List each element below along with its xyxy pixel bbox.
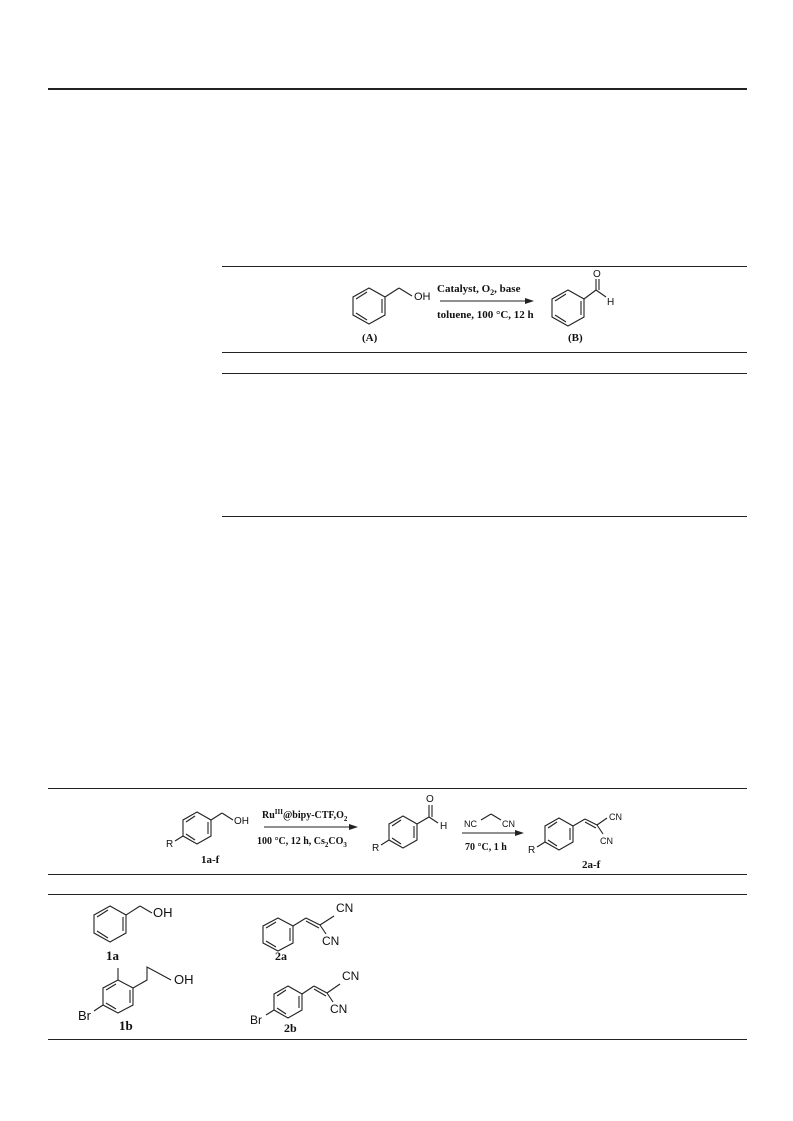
product-2a-cn-top: CN (336, 901, 354, 915)
substrate-1b-br: Br (78, 1008, 91, 1023)
substrate-1b-chain-svg (74, 964, 204, 1036)
substrate-1a-svg (80, 896, 200, 962)
product-2-cn-top: CN (609, 812, 622, 822)
reactant-a-label: (A) (362, 332, 378, 344)
product-2a (256, 896, 376, 962)
intermediate-oxygen: O (426, 794, 434, 805)
reactant-1-r: R (166, 839, 174, 850)
product-2b-cn-bottom: CN (330, 1002, 348, 1016)
product-2-r: R (528, 845, 536, 856)
product-2a-cn-bottom: CN (322, 934, 340, 948)
step1-conditions-bottom: 100 °C, 12 h, $Cs_2CO_3$ (257, 836, 347, 849)
product-2-label: 2a-f (582, 859, 601, 871)
product-b-label: (B) (568, 332, 583, 344)
product-2-ring (537, 818, 607, 850)
scheme1-svg (340, 268, 640, 350)
product-2b-cn-top: CN (342, 969, 360, 983)
scheme2-reaction (160, 790, 640, 872)
product-2a-svg (256, 896, 376, 962)
reactant-1-label: 1a-f (201, 854, 220, 866)
substrate-1b-label: 1b (119, 1018, 133, 1033)
reactant-a-ring (353, 288, 412, 324)
intermediate-ring (381, 805, 438, 848)
substrate-1a (80, 896, 200, 962)
table1-mid-rule (222, 352, 747, 353)
scheme1-conditions-top: Catalyst, $O_2$, base (437, 283, 521, 297)
product-b-ring (552, 279, 606, 326)
scheme1-conditions-bottom: toluene, 100 °C, 12 h (437, 309, 534, 321)
intermediate-h: H (440, 821, 448, 832)
table2-top-rule (48, 788, 747, 789)
scheme2-svg (160, 790, 640, 872)
table1-header-rule (222, 373, 747, 374)
reactant-1-oh: OH (234, 816, 249, 827)
step2-conditions-bottom: 70 °C, 1 h (465, 842, 507, 853)
substrate-1b-chain (74, 964, 204, 1036)
product-2b-label: 2b (284, 1021, 297, 1035)
scheme1-reaction (340, 268, 640, 350)
product-2b (250, 964, 380, 1036)
product-b-h: H (607, 297, 615, 308)
page-header-rule (48, 88, 747, 90)
reactant-a-oh: OH (414, 291, 431, 303)
malononitrile-nc: NC (464, 819, 477, 829)
step1-arrow (264, 824, 358, 830)
table1-top-rule (222, 266, 747, 267)
intermediate-r: R (372, 843, 380, 854)
table2-header-rule (48, 894, 747, 895)
malononitrile-cn: CN (502, 819, 515, 829)
step2-arrow (462, 830, 524, 836)
substrate-1a-label: 1a (106, 948, 119, 963)
scheme1-arrow (440, 298, 534, 304)
step1-conditions-top: $Ru^{III}@bipy-CTF,O_2$ (262, 808, 348, 823)
table2-bottom-rule (48, 1039, 747, 1040)
substrate-1b-oh: OH (174, 972, 194, 987)
reactant-1-ring (175, 812, 233, 844)
table2-mid-rule (48, 874, 747, 875)
product-2b-svg (250, 964, 380, 1036)
table1-bottom-rule (222, 516, 747, 517)
product-b-oxygen: O (593, 269, 601, 280)
malononitrile-bonds (481, 814, 501, 820)
product-2a-label: 2a (275, 949, 287, 963)
product-2b-br: Br (250, 1013, 262, 1027)
product-2-cn-bottom: CN (600, 836, 613, 846)
substrate-1a-oh: OH (153, 905, 173, 920)
